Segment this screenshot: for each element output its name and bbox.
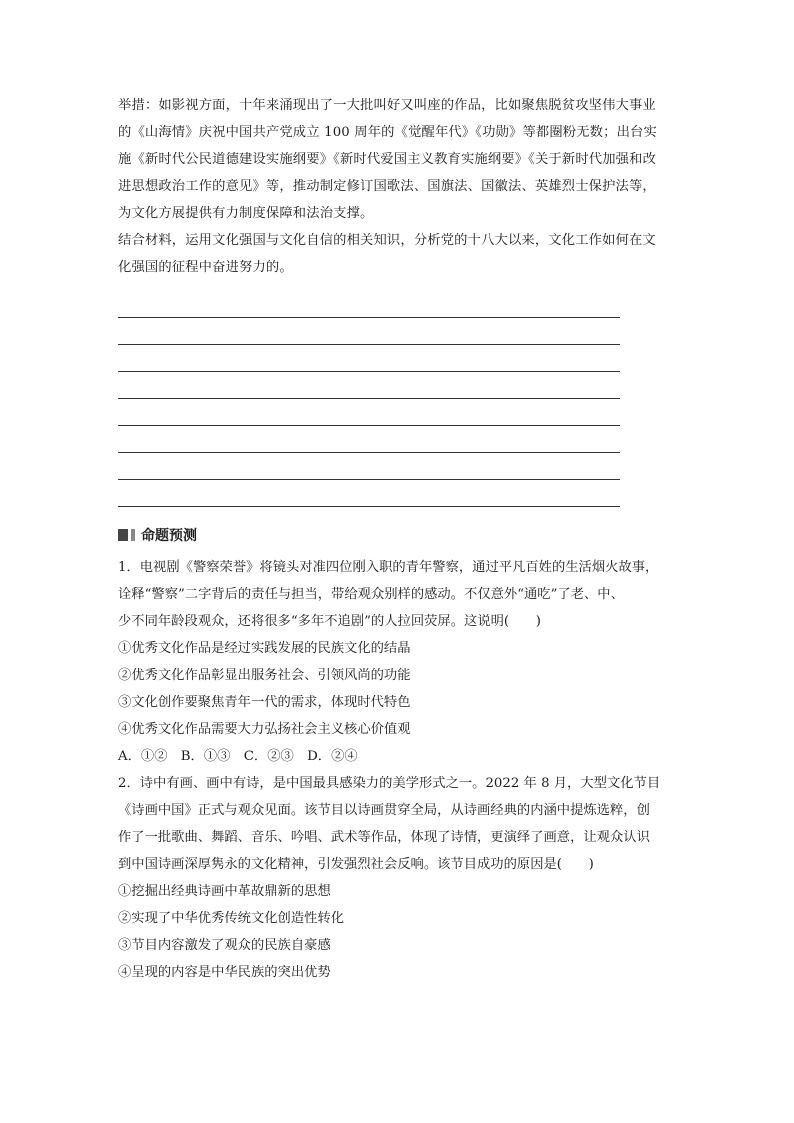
intro-paragraph [118, 92, 678, 227]
question-1-option: ②优秀文化作品彰显出服务社会、引领风尚的功能 [118, 668, 411, 683]
question-2-stem-line: 《诗画中国》正式与观众见面。该节目以诗画贯穿全局，从诗画经典的内涵中提炼选粹，创 [118, 803, 650, 818]
intro-line: 进思想政治工作的意见》等，推动制定修订国歌法、国旗法、国徽法、英雄烈士保护法等， [118, 179, 656, 194]
answer-line[interactable] [118, 426, 620, 453]
question-1-option: ③文化创作要聚焦青年一代的需求，体现时代特色 [118, 695, 411, 710]
section-heading [118, 522, 678, 548]
intro-line: 举措：如影视方面，十年来涌现出了一大批叫好又叫座的作品，比如聚焦脱贫攻坚伟大事业 [118, 98, 656, 113]
question-2-stem-line: 作了一批歌曲、舞蹈、音乐、吟唱、武术等作品，体现了诗情，更演绎了画意，让观众认识 [118, 830, 650, 845]
answer-line[interactable] [118, 345, 620, 372]
question-1-option: ①优秀文化作品是经过实践发展的民族文化的结晶 [118, 641, 411, 656]
question-2-stem-line: 到中国诗画深厚隽永的文化精神，引发强烈社会反响。该节目成功的原因是( ) [118, 857, 594, 872]
section-marker-icon [131, 529, 135, 541]
intro-line: 施《新时代公民道德建设实施纲要》《新时代爱国主义教育实施纲要》《关于新时代加强和改 [118, 152, 657, 167]
answer-line[interactable] [118, 318, 620, 345]
question-1-stem-line: 1．电视剧《警察荣誉》将镜头对准四位刚入职的青年警察，通过平凡百姓的生活烟火故事， [118, 560, 659, 575]
question-paragraph [118, 227, 678, 281]
answer-line[interactable] [118, 453, 620, 480]
section-title: 命题预测 [141, 528, 197, 544]
question-2 [118, 770, 678, 986]
answer-area[interactable] [118, 291, 678, 507]
intro-line: 的《山海情》庆祝中国共产党成立 100 周年的《觉醒年代》《功勋》等都圈粉无数；出台实 [118, 125, 657, 140]
answer-line[interactable] [118, 372, 620, 399]
question-line: 化强国的征程中奋进努力的。 [118, 260, 293, 275]
question-2-stem-line: 2．诗中有画、画中有诗，是中国最具感染力的美学形式之一。2022 年 8 月，大型文化节目 [118, 776, 661, 791]
question-1-choices: A．①② B．①③ C．②③ D．②④ [118, 749, 358, 764]
answer-line[interactable] [118, 399, 620, 426]
answer-line[interactable] [118, 291, 620, 318]
question-1 [118, 554, 678, 770]
question-2-option: ①挖掘出经典诗画中革故鼎新的思想 [118, 884, 331, 899]
question-2-option: ④呈现的内容是中华民族的突出优势 [118, 965, 331, 980]
question-line: 结合材料，运用文化强国与文化自信的相关知识，分析党的十八大以来，文化工作如何在文 [118, 233, 656, 248]
question-1-stem-line: 少不同年龄段观众，还将很多“多年不追剧”的人拉回荧屏。这说明( ) [118, 614, 541, 629]
question-2-option: ③节目内容激发了观众的民族自豪感 [118, 938, 331, 953]
question-1-option: ④优秀文化作品需要大力弘扬社会主义核心价值观 [118, 722, 411, 737]
question-2-option: ②实现了中华优秀传统文化创造性转化 [118, 911, 345, 926]
intro-line: 为文化方展提供有力制度保障和法治支撑。 [118, 206, 374, 221]
document-page [118, 92, 678, 986]
section-marker-icon [118, 529, 128, 541]
question-1-stem-line: 诠释“警察”二字背后的责任与担当，带给观众别样的感动。不仅意外“通吃”了老、中、 [118, 587, 624, 602]
answer-line[interactable] [118, 480, 620, 507]
